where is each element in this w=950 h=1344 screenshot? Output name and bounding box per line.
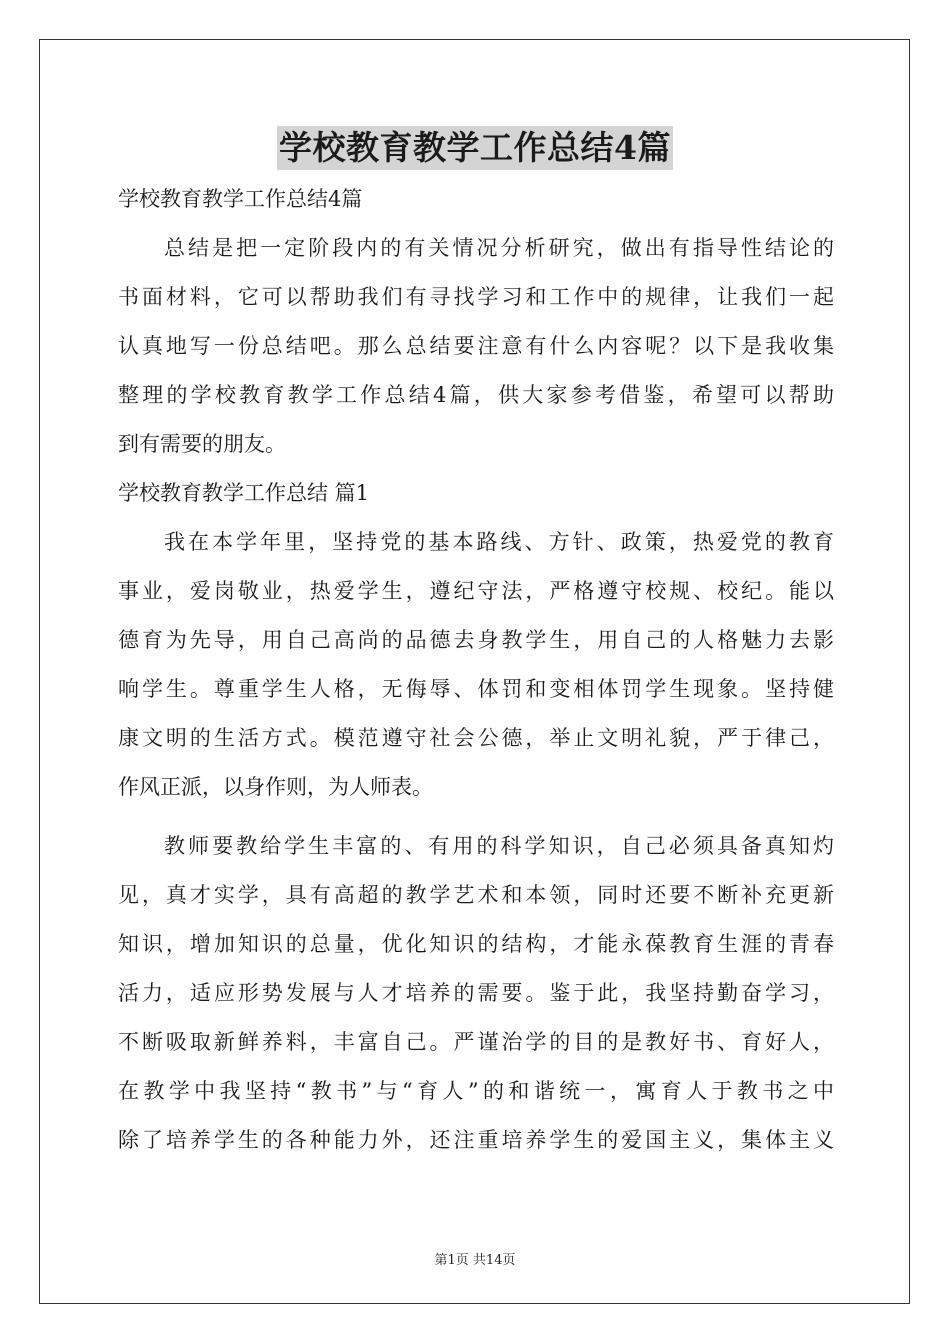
paragraph-line: 作风正派，以身作则，为人师表。 [118, 775, 433, 799]
paragraph-line: 不断吸取新鲜养料，丰富自己。严谨治学的目的是教好书、育好人， [118, 1030, 834, 1054]
page-number-footer: 第1页 共14页 [434, 1253, 516, 1268]
paragraph-line: 认真地写一份总结吧。那么总结要注意有什么内容呢？以下是我收集 [118, 334, 834, 358]
section-heading: 学校教育教学工作总结 篇1 [118, 481, 370, 505]
paragraph-gap [118, 812, 834, 822]
section1-paragraph-2 [118, 822, 834, 1165]
document-subtitle: 学校教育教学工作总结4篇 [118, 187, 363, 211]
paragraph-line: 德育为先导，用自己高尚的品德去身教学生，用自己的人格魅力去影 [118, 628, 834, 652]
section1-paragraph-1 [118, 518, 834, 812]
paragraph-line: 总结是把一定阶段内的有关情况分析研究，做出有指导性结论的 [164, 236, 834, 260]
paragraph-line: 事业，爱岗敬业，热爱学生，遵纪守法，严格遵守校规、校纪。能以 [118, 579, 834, 603]
document-title-text: 学校教育教学工作总结4篇 [277, 126, 673, 170]
document-body [118, 175, 834, 1165]
paragraph-line: 整理的学校教育教学工作总结4篇，供大家参考借鉴，希望可以帮助 [118, 383, 834, 407]
paragraph-line: 响学生。尊重学生人格，无侮辱、体罚和变相体罚学生现象。坚持健 [118, 677, 834, 701]
document-title [0, 126, 950, 170]
paragraph-line: 康文明的生活方式。模范遵守社会公德，举止文明礼貌，严于律己， [118, 726, 834, 750]
paragraph-line: 见，真才实学，具有高超的教学艺术和本领，同时还要不断补充更新 [118, 883, 834, 907]
paragraph-line: 活力，适应形势发展与人才培养的需要。鉴于此，我坚持勤奋学习， [118, 981, 834, 1005]
paragraph-line: 书面材料，它可以帮助我们有寻找学习和工作中的规律，让我们一起 [118, 285, 834, 309]
paragraph-line: 到有需要的朋友。 [118, 432, 286, 456]
intro-paragraph [118, 224, 834, 469]
paragraph-line: 在教学中我坚持“教书”与“育人”的和谐统一，寓育人于教书之中 [118, 1079, 834, 1103]
paragraph-line: 教师要教给学生丰富的、有用的科学知识，自己必须具备真知灼 [164, 834, 834, 858]
paragraph-line: 我在本学年里，坚持党的基本路线、方针、政策，热爱党的教育 [164, 530, 834, 554]
paragraph-line: 除了培养学生的各种能力外，还注重培养学生的爱国主义，集体主义 [118, 1128, 834, 1152]
paragraph-line: 知识，增加知识的总量，优化知识的结构，才能永葆教育生涯的青春 [118, 932, 834, 956]
